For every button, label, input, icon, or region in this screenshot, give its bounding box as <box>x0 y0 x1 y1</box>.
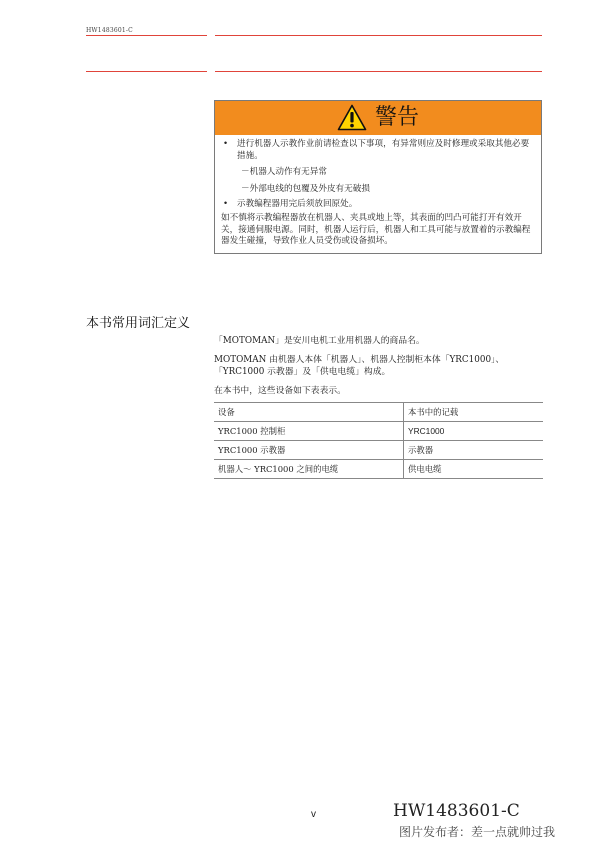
warning-bullet-2-text: 示教编程器用完后须放回原处。 <box>237 199 358 210</box>
warning-bullet-1 <box>221 139 533 162</box>
warning-sub-item-1: －机器人动作有无异常 <box>241 167 327 178</box>
warning-title: 警告 <box>375 105 420 130</box>
table-header-row <box>214 403 543 422</box>
definition-line-2: MOTOMAN 由机器人本体「机器人」、机器人控制柜本体「YRC1000」、 <box>214 355 505 365</box>
table-header-device: 设备 <box>214 403 404 422</box>
table-cell-device: YRC1000 控制柜 <box>214 422 404 441</box>
warning-header <box>215 101 541 135</box>
definition-line-3: 「YRC1000 示教器」及「供电电缆」构成。 <box>214 367 391 377</box>
header-rule-left-top <box>86 35 207 36</box>
table-cell-device: 机器人～ YRC1000 之间的电缆 <box>214 460 404 479</box>
header-rule-right-bottom <box>215 71 542 72</box>
bullet-dot: • <box>223 139 229 149</box>
table-header-notation: 本书中的记载 <box>404 403 544 422</box>
section-title: 本书常用词汇定义 <box>86 316 191 331</box>
table-cell-device: YRC1000 示教器 <box>214 441 404 460</box>
table-row <box>214 460 543 479</box>
warning-sub-item-2: －外部电线的包覆及外皮有无破损 <box>241 183 370 194</box>
page-number: v <box>311 809 316 820</box>
warning-bullet-2 <box>221 199 533 211</box>
footer-doc-code: HW1483601-C <box>393 801 520 821</box>
header-rule-right-top <box>215 35 542 36</box>
header-rule-left-bottom <box>86 71 207 72</box>
watermark-text: 图片发布者：差一点就帅过我 <box>399 825 556 839</box>
warning-triangle-icon <box>337 104 367 131</box>
bullet-dot: • <box>223 199 229 210</box>
table-cell-notation: 示教器 <box>404 441 544 460</box>
definition-line-1: 「MOTOMAN」是安川电机工业用机器人的商品名。 <box>214 336 425 346</box>
table-cell-notation: YRC1000 <box>404 422 544 441</box>
header-doc-code: HW1483601-C <box>86 27 133 34</box>
warning-bullet-1-text: 进行机器人示教作业前请检查以下事项，有异常则应及时修理或采取其他必要措施。 <box>237 139 530 161</box>
device-table <box>214 402 543 479</box>
definition-line-4: 在本书中，这些设备如下表表示。 <box>214 386 346 396</box>
table-row <box>214 422 543 441</box>
warning-paragraph: 如不慎将示教编程器放在机器人、夹具或地上等，其表面的凹凸可能打开有效开关，接通伺服电源。同时，机器人运行后，机器人和工具可能与放置着的示教编程器发生碰撞，导致作业人员受伤或设备损坏。 <box>221 212 531 247</box>
table-row <box>214 441 543 460</box>
table-cell-notation: 供电电缆 <box>404 460 544 479</box>
warning-box <box>214 100 542 254</box>
warning-body <box>221 139 533 248</box>
